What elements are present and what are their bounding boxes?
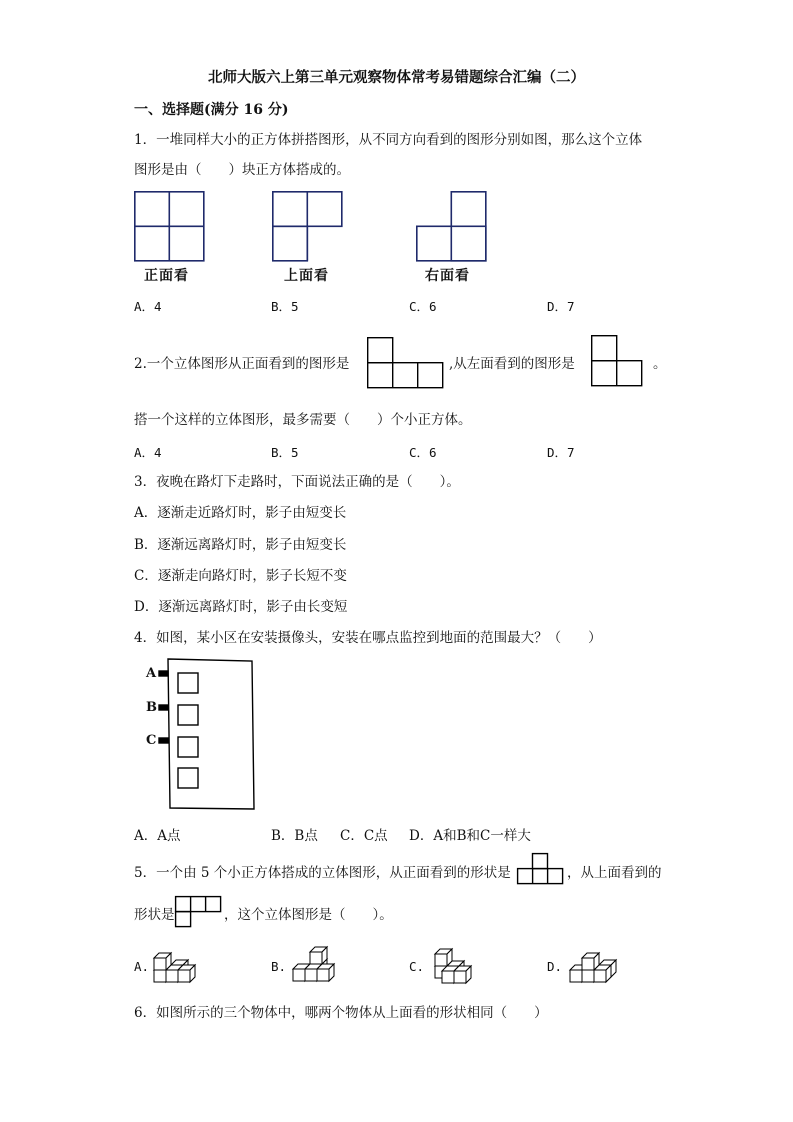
cube-block xyxy=(317,964,334,981)
q5-option-a-figure[interactable] xyxy=(150,944,210,984)
q3-option-d[interactable]: D．逐渐远离路灯时，影子由长变短 xyxy=(134,599,348,615)
q4-option-d[interactable]: D．A和B和C一样大 xyxy=(409,828,531,844)
q3-stem: 3．夜晚在路灯下走路时，下面说法正确的是（ ）。 xyxy=(134,474,460,490)
q2-stem-line2: 搭一个这样的立体图形，最多需要（ ）个小正方体。 xyxy=(134,412,472,428)
q5-stem-line2a: 形状是 xyxy=(134,907,175,923)
q1-caption-top: 上面看 xyxy=(284,268,329,284)
q4-stem: 4．如图，某小区在安装摄像头，安装在哪点监控到地面的范围最大？（ ） xyxy=(134,630,602,646)
q1-stem-line1: 1．一堆同样大小的正方体拼搭图形，从不同方向看到的图形分别如图，那么这个立体 xyxy=(134,132,643,148)
page-title: 北师大版六上第三单元观察物体常考易错题综合汇编（二） xyxy=(208,69,585,86)
q5-top-view-figure xyxy=(175,896,223,930)
cube-block xyxy=(454,966,471,983)
q2-option-d[interactable]: D．7 xyxy=(547,445,575,460)
cube-block xyxy=(178,965,195,982)
q1-front-view-figure xyxy=(134,191,206,263)
q1-caption-front: 正面看 xyxy=(144,268,189,284)
q2-option-c[interactable]: C．6 xyxy=(409,445,437,460)
section-heading: 一、选择题(满分 16 分) xyxy=(134,102,289,118)
q5-option-d-figure[interactable] xyxy=(566,944,626,984)
q5-option-d-label[interactable]: D. xyxy=(547,959,563,974)
q4-building-figure xyxy=(144,655,259,813)
q4-option-a[interactable]: A．A点 xyxy=(134,828,181,844)
q2-option-b[interactable]: B．5 xyxy=(271,445,299,460)
q2-option-a[interactable]: A．4 xyxy=(134,445,162,460)
q5-stem-line1b: ，从上面看到的 xyxy=(567,865,662,881)
q5-option-c-figure[interactable] xyxy=(428,941,488,984)
q4-label-b: B xyxy=(146,700,157,715)
q2-stem-part2: ,从左面看到的图形是 xyxy=(449,356,575,372)
q1-option-b[interactable]: B．5 xyxy=(271,299,299,314)
q1-caption-right: 右面看 xyxy=(425,268,470,284)
q1-top-view-figure xyxy=(272,191,344,263)
q1-option-c[interactable]: C．6 xyxy=(409,299,437,314)
q4-label-a: A xyxy=(146,666,157,681)
q1-stem-line2: 图形是由（ ）块正方体搭成的。 xyxy=(134,162,350,178)
cube-block xyxy=(582,953,599,970)
q2-left-view-figure xyxy=(591,335,645,387)
q1-right-view-figure xyxy=(416,191,488,263)
q4-option-c[interactable]: C．C点 xyxy=(340,828,388,844)
q3-option-b[interactable]: B．逐渐远离路灯时，影子由短变长 xyxy=(134,537,347,553)
q5-option-c-label[interactable]: C. xyxy=(409,959,425,974)
q4-label-c: C xyxy=(146,733,157,748)
q5-option-a-label[interactable]: A. xyxy=(134,959,150,974)
q2-front-view-figure xyxy=(367,337,445,389)
q4-option-b[interactable]: B．B点 xyxy=(271,828,318,844)
cube-block xyxy=(435,949,452,966)
q1-option-d[interactable]: D．7 xyxy=(547,299,575,314)
q3-option-a[interactable]: A．逐渐走近路灯时，影子由短变长 xyxy=(134,505,347,521)
cube-block xyxy=(154,953,171,970)
cube-block xyxy=(310,947,327,964)
q6-stem: 6．如图所示的三个物体中，哪两个物体从上面看的形状相同（ ） xyxy=(134,1005,548,1021)
q5-stem-line1a: 5．一个由 5 个小正方体搭成的立体图形，从正面看到的形状是 xyxy=(134,865,511,881)
q3-option-c[interactable]: C．逐渐走向路灯时，影子长短不变 xyxy=(134,568,347,584)
q1-option-a[interactable]: A．4 xyxy=(134,299,162,314)
q5-front-view-figure xyxy=(517,853,565,887)
q2-stem-part1: 2.一个立体图形从正面看到的图形是 xyxy=(134,356,350,372)
q2-stem-part3: 。 xyxy=(653,356,667,372)
q5-option-b-figure[interactable] xyxy=(289,941,354,984)
q5-option-b-label[interactable]: B. xyxy=(271,959,287,974)
q5-stem-line2b: ，这个立体图形是（ ）。 xyxy=(224,907,393,923)
